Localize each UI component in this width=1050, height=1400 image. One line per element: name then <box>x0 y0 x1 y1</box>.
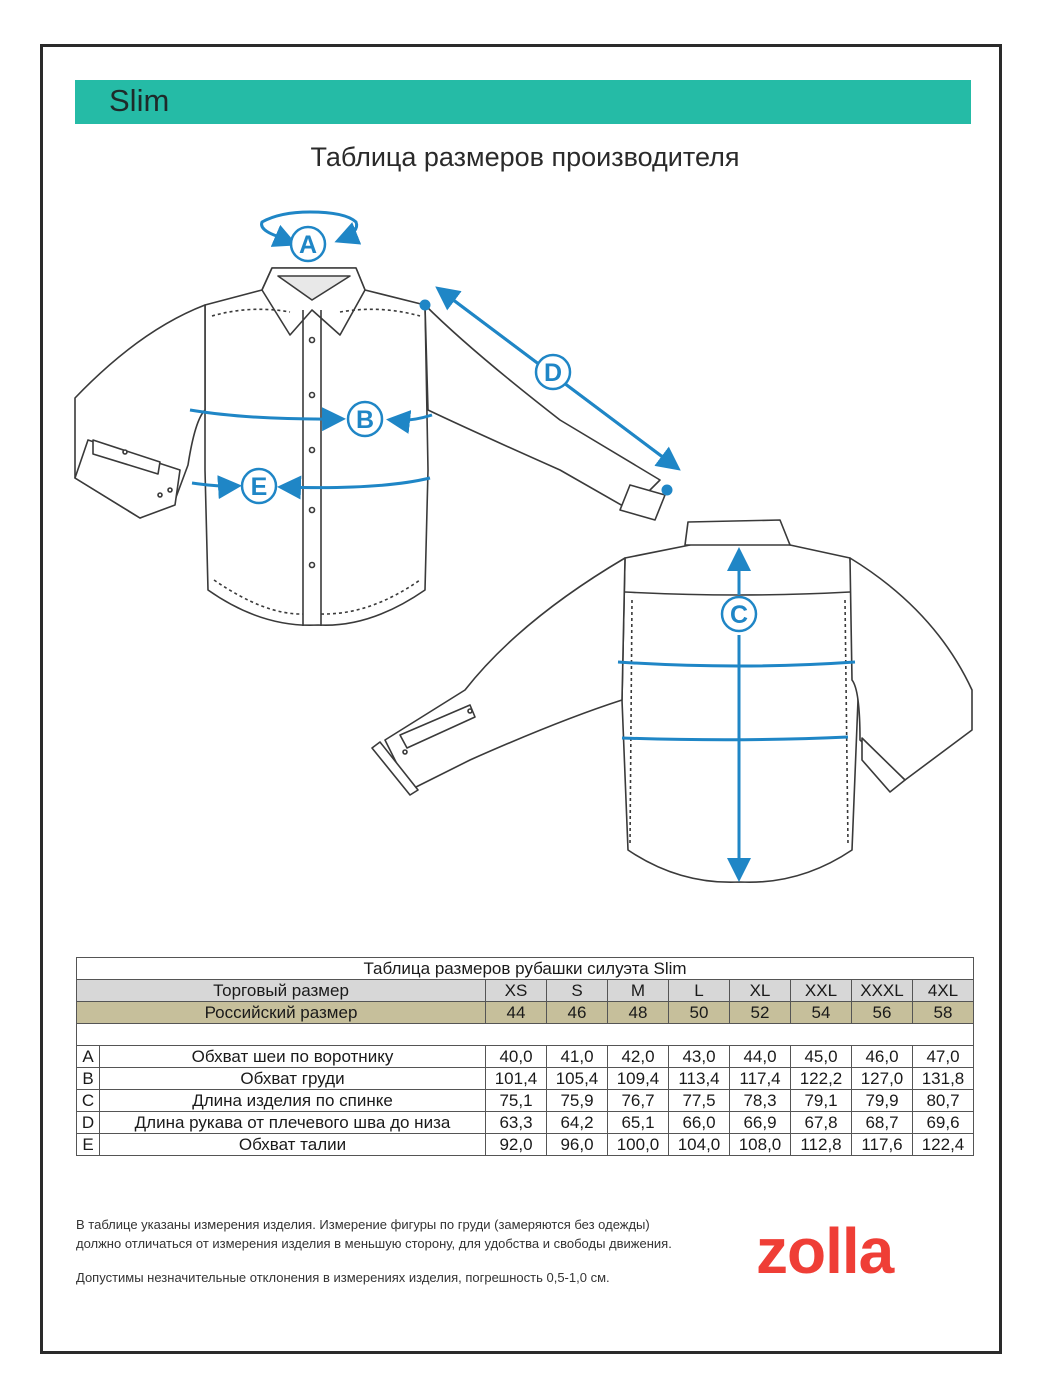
measure-value: 75,9 <box>547 1090 608 1112</box>
marker-c <box>722 597 756 631</box>
table-row <box>77 1068 974 1090</box>
russian-size: 46 <box>547 1002 608 1024</box>
size-table <box>76 957 974 1156</box>
trade-size: M <box>608 980 669 1002</box>
measure-value: 101,4 <box>486 1068 547 1090</box>
svg-text:E: E <box>250 473 268 501</box>
measure-value: 122,2 <box>791 1068 852 1090</box>
measure-value: 66,0 <box>669 1112 730 1134</box>
trade-size: S <box>547 980 608 1002</box>
russian-size: 50 <box>669 1002 730 1024</box>
table-row <box>77 1046 974 1068</box>
marker-b <box>348 402 382 436</box>
measure-value: 131,8 <box>913 1068 974 1090</box>
measure-letter: B <box>77 1068 100 1090</box>
measure-value: 113,4 <box>669 1068 730 1090</box>
shirt-back-illustration <box>372 520 972 882</box>
note-line-1: В таблице указаны измерения изделия. Измерение фигуры по груди (замеряются без одежды) <box>76 1217 650 1232</box>
measure-label: Длина рукава от плечевого шва до низа <box>100 1112 486 1134</box>
table-row <box>77 1112 974 1134</box>
trade-size: XXXL <box>852 980 913 1002</box>
measure-value: 65,1 <box>608 1112 669 1134</box>
measure-letter: E <box>77 1134 100 1156</box>
measure-value: 77,5 <box>669 1090 730 1112</box>
measure-value: 66,9 <box>730 1112 791 1134</box>
trade-size: XXL <box>791 980 852 1002</box>
russian-size: 56 <box>852 1002 913 1024</box>
svg-text:C: C <box>729 601 749 629</box>
measure-value: 40,0 <box>486 1046 547 1068</box>
table-row <box>77 1090 974 1112</box>
svg-text:B: B <box>355 406 375 434</box>
russian-size: 54 <box>791 1002 852 1024</box>
measure-label: Обхват талии <box>100 1134 486 1156</box>
measure-value: 44,0 <box>730 1046 791 1068</box>
trade-size-row <box>77 980 974 1002</box>
measure-value: 47,0 <box>913 1046 974 1068</box>
measure-value: 69,6 <box>913 1112 974 1134</box>
table-row <box>77 1134 974 1156</box>
measure-value: 79,9 <box>852 1090 913 1112</box>
measure-value: 43,0 <box>669 1046 730 1068</box>
measure-letter: D <box>77 1112 100 1134</box>
measure-value: 75,1 <box>486 1090 547 1112</box>
brand-logo: zolla <box>756 1215 894 1287</box>
measure-letter: A <box>77 1046 100 1068</box>
measure-label: Обхват шеи по воротнику <box>100 1046 486 1068</box>
measure-value: 112,8 <box>791 1134 852 1156</box>
table-title-row <box>77 958 974 980</box>
measure-value: 76,7 <box>608 1090 669 1112</box>
measure-label: Обхват груди <box>100 1068 486 1090</box>
russian-size: 48 <box>608 1002 669 1024</box>
page-title: Таблица размеров производителя <box>310 142 740 172</box>
measure-value: 68,7 <box>852 1112 913 1134</box>
russian-size-row <box>77 1002 974 1024</box>
measure-label: Длина изделия по спинке <box>100 1090 486 1112</box>
table-title: Таблица размеров рубашки силуэта Slim <box>77 958 974 980</box>
measure-value: 104,0 <box>669 1134 730 1156</box>
measure-value: 108,0 <box>730 1134 791 1156</box>
svg-text:A: A <box>298 231 318 259</box>
note-line-3: Допустимы незначительные отклонения в измерениях изделия, погрешность 0,5-1,0 см. <box>76 1270 610 1285</box>
measure-value: 78,3 <box>730 1090 791 1112</box>
measure-letter: C <box>77 1090 100 1112</box>
spacer-row <box>77 1024 974 1046</box>
measure-value: 45,0 <box>791 1046 852 1068</box>
measure-value: 63,3 <box>486 1112 547 1134</box>
measure-value: 79,1 <box>791 1090 852 1112</box>
shirt-front-illustration <box>75 268 665 626</box>
measure-value: 105,4 <box>547 1068 608 1090</box>
trade-size: XS <box>486 980 547 1002</box>
trade-size: 4XL <box>913 980 974 1002</box>
measure-value: 117,6 <box>852 1134 913 1156</box>
measure-value: 127,0 <box>852 1068 913 1090</box>
measure-value: 122,4 <box>913 1134 974 1156</box>
fit-name: Slim <box>109 83 170 118</box>
measure-value: 96,0 <box>547 1134 608 1156</box>
measure-value: 100,0 <box>608 1134 669 1156</box>
marker-d <box>536 355 570 389</box>
russian-size: 44 <box>486 1002 547 1024</box>
russian-size: 58 <box>913 1002 974 1024</box>
measure-value: 64,2 <box>547 1112 608 1134</box>
trade-size: L <box>669 980 730 1002</box>
measure-value: 41,0 <box>547 1046 608 1068</box>
note-line-2: должно отличаться от измерения изделия в меньшую сторону, для удобства и свободы движения. <box>76 1236 672 1251</box>
measure-value: 92,0 <box>486 1134 547 1156</box>
russian-size-label: Российский размер <box>77 1002 486 1024</box>
measure-value: 80,7 <box>913 1090 974 1112</box>
marker-e <box>242 469 276 503</box>
measure-value: 42,0 <box>608 1046 669 1068</box>
marker-a <box>291 227 325 261</box>
measure-value: 117,4 <box>730 1068 791 1090</box>
trade-size-label: Торговый размер <box>77 980 486 1002</box>
measure-value: 109,4 <box>608 1068 669 1090</box>
trade-size: XL <box>730 980 791 1002</box>
svg-text:D: D <box>543 359 563 387</box>
measure-value: 67,8 <box>791 1112 852 1134</box>
measure-value: 46,0 <box>852 1046 913 1068</box>
russian-size: 52 <box>730 1002 791 1024</box>
